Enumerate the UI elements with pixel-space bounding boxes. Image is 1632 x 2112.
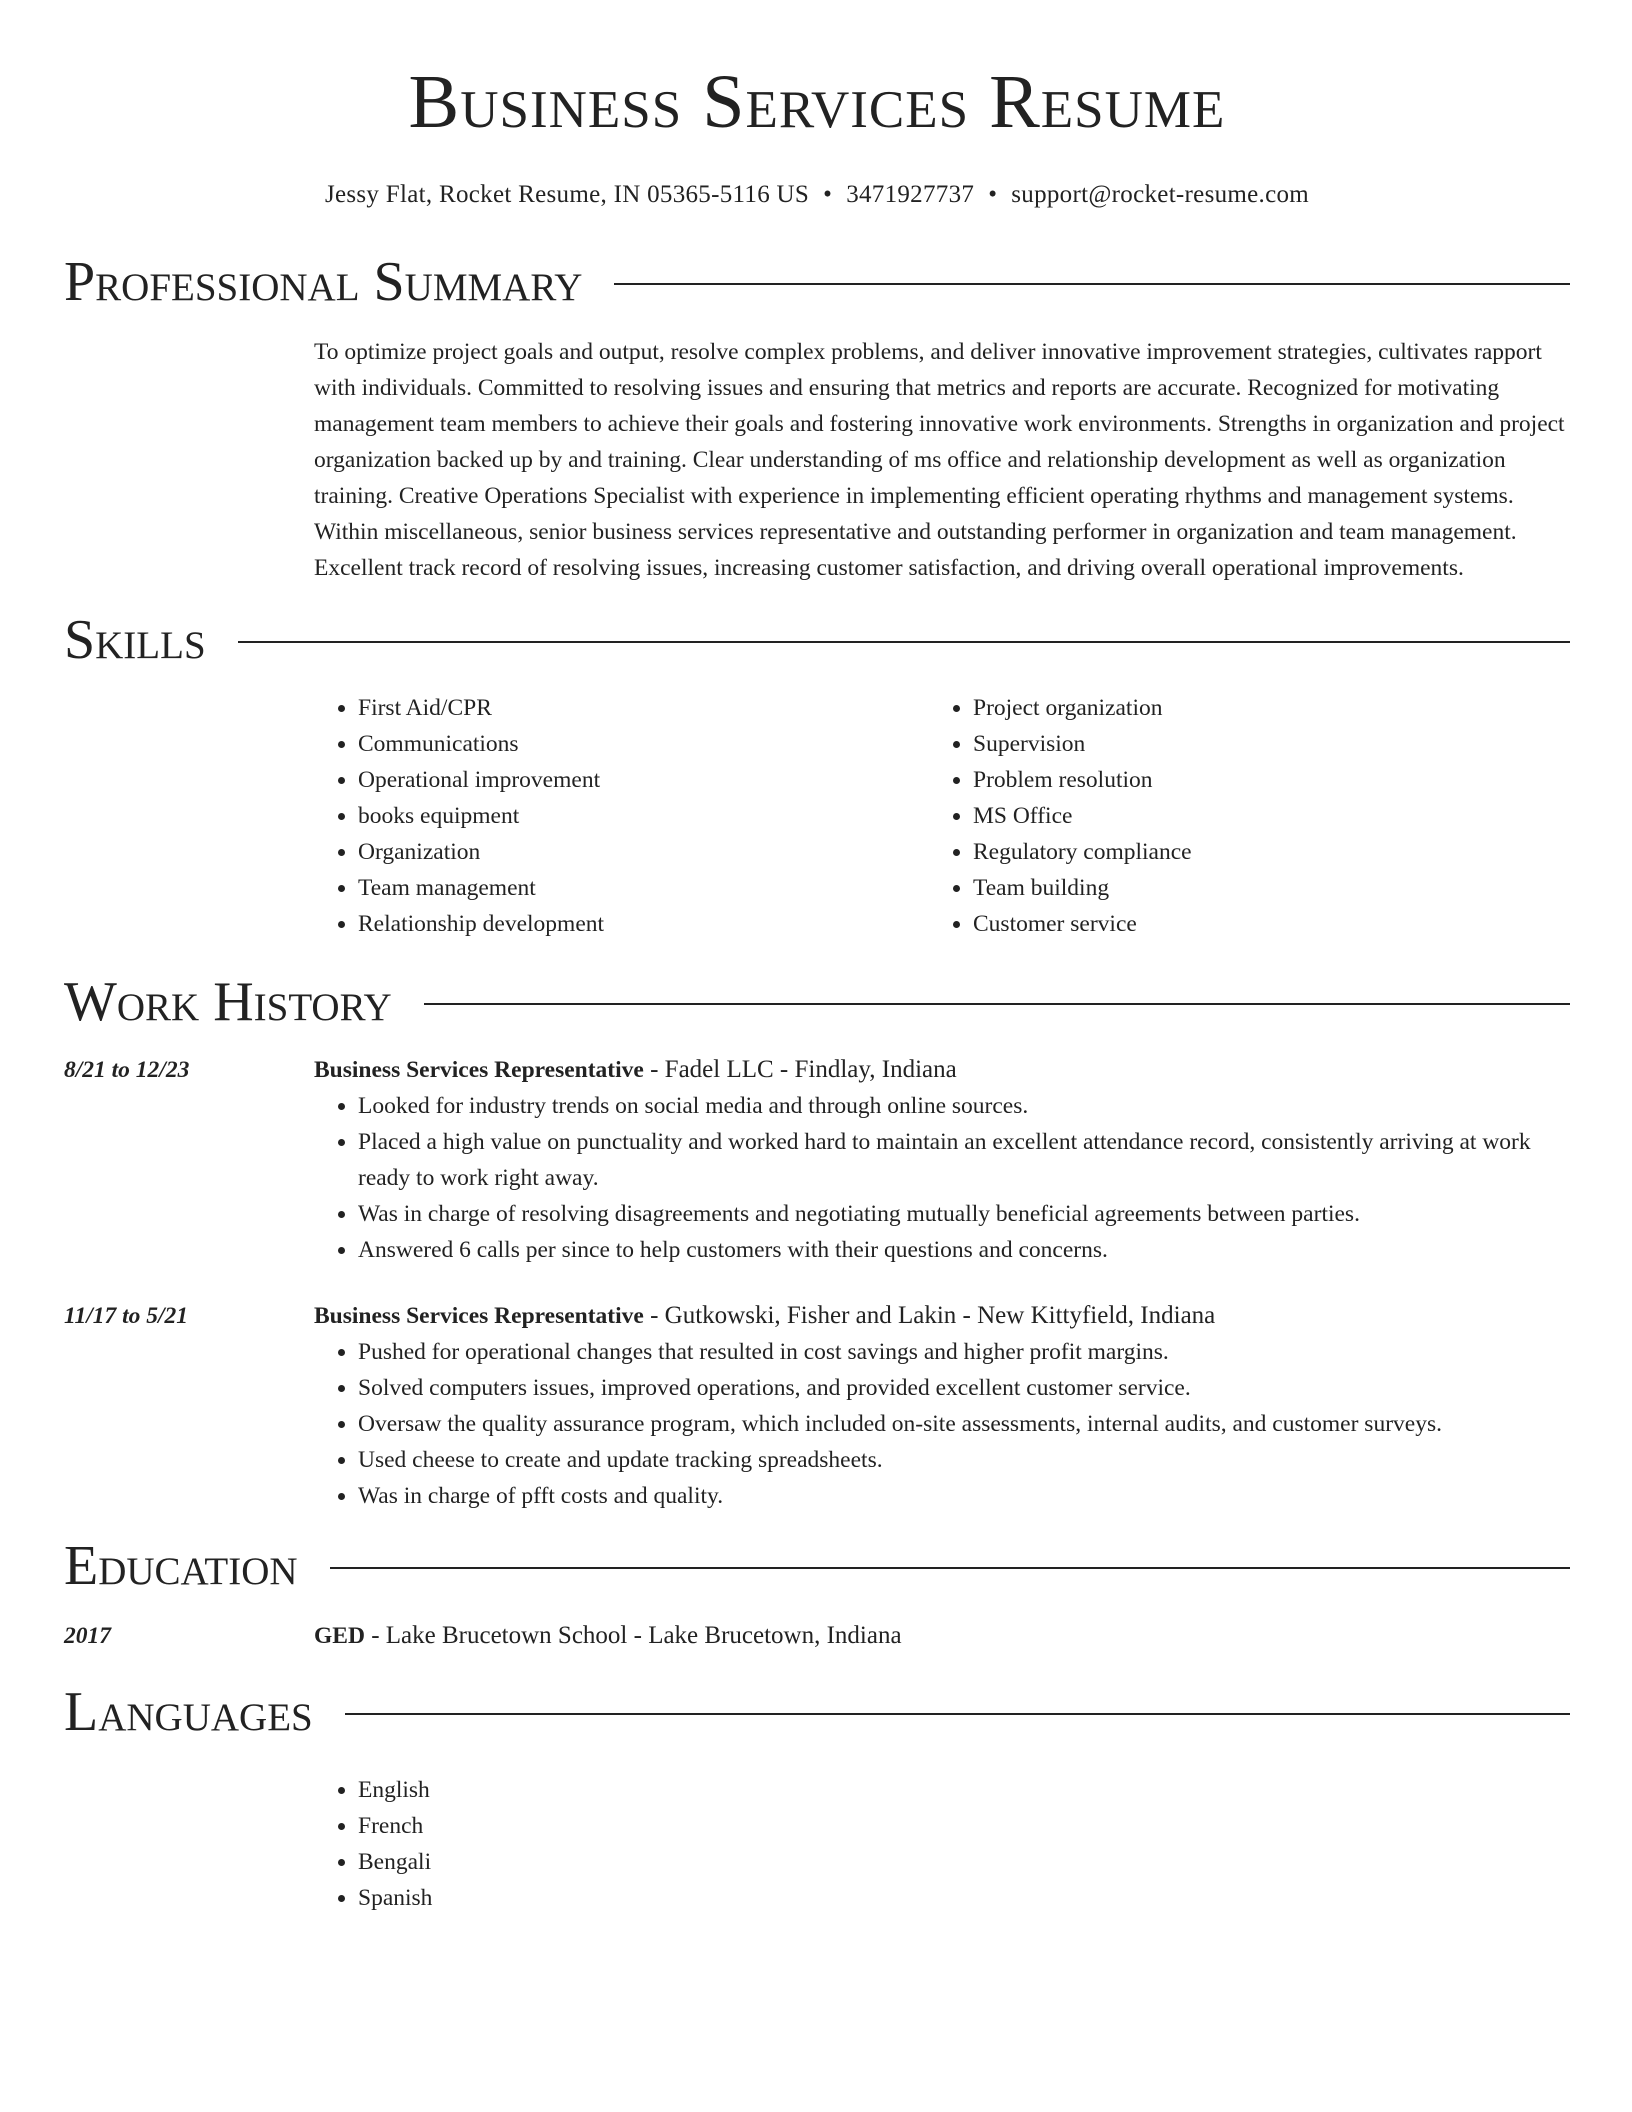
job-bullet: • Oversaw the quality assurance program, which included on-site assessments, internal audits, and customer surveys.: [358, 1406, 1570, 1442]
education-school: - Lake Brucetown School - Lake Brucetown, Indiana: [364, 1622, 902, 1649]
language-item: • French: [358, 1808, 1570, 1844]
education-degree: GED: [314, 1623, 365, 1649]
language-item: • Spanish: [358, 1880, 1570, 1916]
section-header: [64, 610, 1570, 670]
job-bullet: • Was in charge of pfft costs and quality.: [358, 1478, 1570, 1514]
skills-grid: [314, 690, 1570, 942]
skills-section: [64, 610, 1570, 942]
skill-item: • Communications: [358, 726, 929, 762]
contact-email: support@rocket-resume.com: [1011, 181, 1310, 208]
summary-section: [64, 252, 1570, 586]
section-heading-work: Work History: [64, 971, 392, 1033]
job-bullet-list: [314, 1334, 1570, 1514]
skill-item: • Team building: [973, 870, 1544, 906]
skills-column-right: [929, 690, 1544, 942]
job-bullet: • Used cheese to create and update tracking spreadsheets.: [358, 1442, 1570, 1478]
job-role: Business Services Representative: [314, 1057, 644, 1083]
skill-item: • Relationship development: [358, 906, 929, 942]
skill-item: • Team management: [358, 870, 929, 906]
job-bullet: • Answered 6 calls per since to help customers with their questions and concerns.: [358, 1232, 1570, 1268]
contact-line: [64, 180, 1570, 210]
skill-item: • Project organization: [973, 690, 1544, 726]
languages-list-wrap: [314, 1772, 1570, 1916]
education-section: [64, 1536, 1570, 1654]
skills-list-right: [929, 690, 1544, 942]
contact-phone: 3471927737: [846, 181, 975, 208]
section-heading-languages: Languages: [64, 1681, 313, 1743]
section-heading-skills: Skills: [64, 609, 206, 671]
contact-separator: •: [988, 181, 998, 208]
skill-item: • Customer service: [973, 906, 1544, 942]
skill-item: • Regulatory compliance: [973, 834, 1544, 870]
languages-section: [64, 1682, 1570, 1916]
section-header: [64, 1682, 1570, 1742]
job-bullet-list: [314, 1088, 1570, 1268]
contact-address: Jessy Flat, Rocket Resume, IN 05365-5116 US: [324, 181, 810, 208]
job-bullet: • Placed a high value on punctuality and worked hard to maintain an excellent attendance record, consistently arriving at work ready to work right away.: [358, 1124, 1570, 1196]
skill-item: • MS Office: [973, 798, 1544, 834]
language-item: • Bengali: [358, 1844, 1570, 1880]
resume-title: Business Services Resume: [408, 60, 1226, 144]
section-heading-education: Education: [64, 1535, 298, 1597]
education-entry: [64, 1618, 1570, 1654]
education-year: 2017: [64, 1623, 111, 1649]
section-heading-summary: Professional Summary: [64, 251, 583, 313]
job-bullet: • Was in charge of resolving disagreements and negotiating mutually beneficial agreements between parties.: [358, 1196, 1570, 1232]
job-entry: [64, 1298, 1570, 1514]
job-bullet: • Pushed for operational changes that resulted in cost savings and higher profit margins.: [358, 1334, 1570, 1370]
skill-item: • Organization: [358, 834, 929, 870]
skills-column-left: [314, 690, 929, 942]
skill-item: • books equipment: [358, 798, 929, 834]
skills-list-left: [314, 690, 929, 942]
job-company: - Fadel LLC - Findlay, Indiana: [643, 1056, 957, 1083]
job-dates: 8/21 to 12/23: [64, 1057, 190, 1083]
job-heading: [314, 1052, 1570, 1088]
language-item: • English: [358, 1772, 1570, 1808]
contact-separator: •: [823, 181, 833, 208]
job-heading: [314, 1298, 1570, 1334]
work-history-section: [64, 972, 1570, 1514]
education-details: [314, 1618, 1570, 1654]
section-header: [64, 1536, 1570, 1596]
job-entry: [64, 1052, 1570, 1268]
section-divider: [424, 1003, 1570, 1005]
section-header: [64, 972, 1570, 1032]
skill-item: • First Aid/CPR: [358, 690, 929, 726]
job-details: [314, 1298, 1570, 1514]
section-divider: [330, 1567, 1570, 1569]
section-divider: [345, 1713, 1570, 1715]
job-bullet: • Looked for industry trends on social media and through online sources.: [358, 1088, 1570, 1124]
job-bullet: • Solved computers issues, improved operations, and provided excellent customer service.: [358, 1370, 1570, 1406]
summary-text: To optimize project goals and output, resolve complex problems, and deliver innovative improvement strategies, cultivates rapport with individuals. Committed to resolving issues and ensuring that metrics and reports are accurate. Recognized for motivating management team members to achieve their goals and fostering innovative work environments. Strengths in organization and project organization backed up by and training. Clear understanding of ms office and relationship development as well as organization training. Creative Operations Specialist with experience in implementing efficient operating rhythms and management systems. Within miscellaneous, senior business services representative and outstanding performer in organization and team management. Excellent track record of resolving issues, increasing customer satisfaction, and driving overall operational improvements.: [314, 339, 1565, 581]
skill-item: • Operational improvement: [358, 762, 929, 798]
section-divider: [614, 283, 1570, 285]
job-company: - Gutkowski, Fisher and Lakin - New Kittyfield, Indiana: [643, 1302, 1216, 1329]
skill-item: • Supervision: [973, 726, 1544, 762]
job-details: [314, 1052, 1570, 1268]
job-role: Business Services Representative: [314, 1303, 644, 1329]
job-dates: 11/17 to 5/21: [64, 1303, 189, 1329]
skill-item: • Problem resolution: [973, 762, 1544, 798]
section-divider: [238, 641, 1570, 643]
section-header: [64, 252, 1570, 312]
languages-list: [314, 1772, 1570, 1916]
